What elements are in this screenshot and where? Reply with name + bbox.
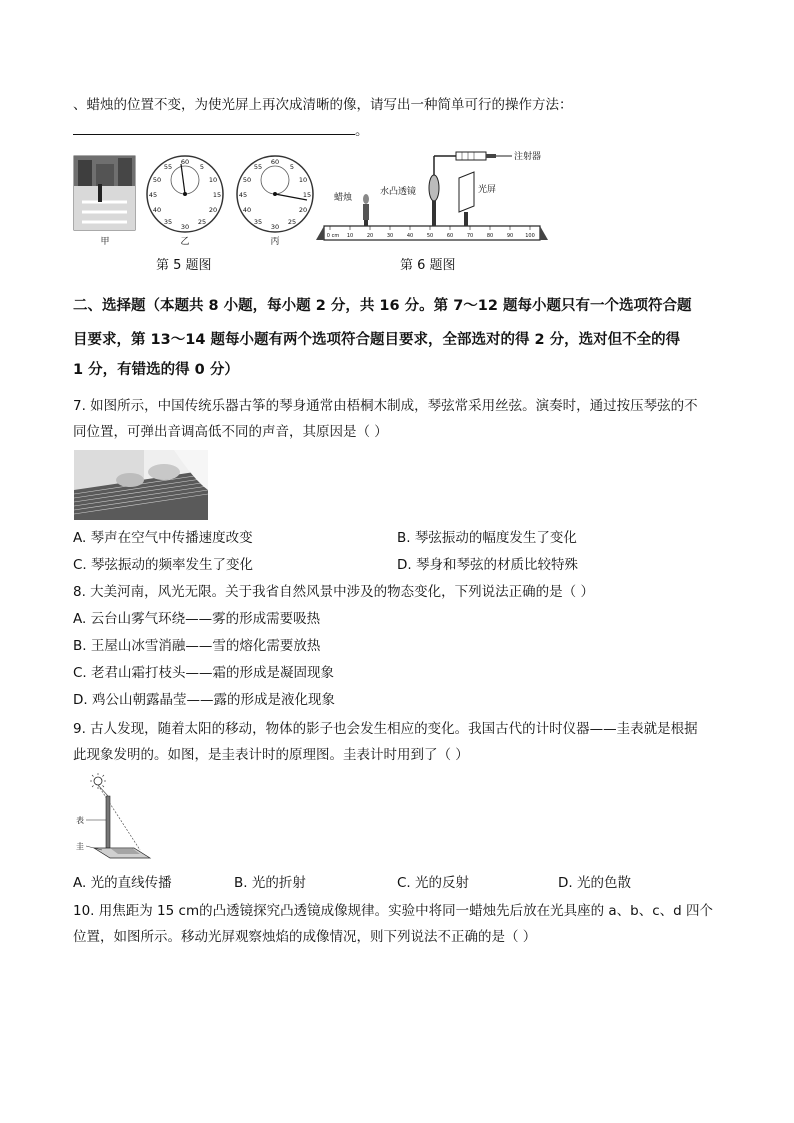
dial-c-number-35: 35 xyxy=(253,218,263,226)
dial-c-number-60: 60 xyxy=(270,158,280,166)
label-gui: 圭 xyxy=(76,842,84,851)
fig6-caption: 第 6 题图 xyxy=(400,258,456,273)
figure-6 xyxy=(316,148,556,248)
dial-c-number-30: 30 xyxy=(270,223,280,231)
q7-stem-line-1: 7. 如图所示，中国传统乐器古筝的琴身通常由梧桐木制成，琴弦常采用丝弦。演奏时，通过按压琴弦的不 xyxy=(73,398,698,414)
label-lens: 水凸透镜 xyxy=(380,187,417,197)
q9-option-c[interactable]: C. 光的反射 xyxy=(397,875,470,891)
q8-option-c[interactable]: C. 老君山霜打枝头——霜的形成是凝固现象 xyxy=(73,665,335,681)
q9-option-b[interactable]: B. 光的折射 xyxy=(234,875,306,891)
q9-stem-line-2: 此现象发明的。如图，是圭表计时的原理图。圭表计时用到了（ ） xyxy=(73,747,469,763)
dial-b-number-15: 15 xyxy=(212,191,222,199)
dial-b-number-40: 40 xyxy=(152,206,162,214)
dial-b-number-5: 5 xyxy=(199,163,205,171)
bench-tick-100: 100 xyxy=(525,233,535,239)
dial-c-number-45: 45 xyxy=(238,191,248,199)
q7-option-a[interactable]: A. 琴声在空气中传播速度改变 xyxy=(73,530,253,546)
water-lens xyxy=(429,156,456,226)
q9-option-d[interactable]: D. 光的色散 xyxy=(558,875,631,891)
q7-option-b[interactable]: B. 琴弦振动的幅度发生了变化 xyxy=(397,530,577,546)
q9-stem-line-1: 9. 古人发现，随着太阳的移动，物体的影子也会发生相应的变化。我国古代的计时仪器——圭表就是根据 xyxy=(73,721,698,737)
q7-option-d[interactable]: D. 琴身和琴弦的材质比较特殊 xyxy=(397,557,578,573)
dial-c-number-20: 20 xyxy=(298,206,308,214)
fig5-label-yi: 乙 xyxy=(180,237,190,247)
syringe xyxy=(456,152,512,160)
dial-c-number-50: 50 xyxy=(242,176,252,184)
dial-b-number-55: 55 xyxy=(163,163,173,171)
light-screen xyxy=(459,172,474,226)
bench-tick-60: 60 xyxy=(446,233,454,239)
fig5-label-bing: 丙 xyxy=(270,237,280,247)
intro-line-2-suffix: 。 xyxy=(355,123,369,139)
intro-line-1: 、蜡烛的位置不变，为使光屏上再次成清晰的像，请写出一种简单可行的操作方法： xyxy=(73,97,573,113)
guibiao-diagram xyxy=(74,772,164,864)
section2-line-3: 1 分，有错选的得 0 分） xyxy=(73,362,239,378)
dial-c-number-15: 15 xyxy=(302,191,312,199)
label-biao: 表 xyxy=(76,816,84,825)
bench-unit: 0 cm xyxy=(326,233,340,239)
section2-line-1: 二、选择题（本题共 8 小题，每小题 2 分，共 16 分。第 7～12 题每小题只有一个选项符合题 xyxy=(73,298,692,314)
dial-b-number-20: 20 xyxy=(208,206,218,214)
q10-stem-line-2: 位置，如图所示。移动光屏观察烛焰的成像情况，则下列说法不正确的是（ ） xyxy=(73,929,537,945)
guzheng-photo xyxy=(74,450,208,520)
dial-b-number-35: 35 xyxy=(163,218,173,226)
q10-stem-line-1: 10. 用焦距为 15 cm的凸透镜探究凸透镜成像规律。实验中将同一蜡烛先后放在光具座的 a、b、c、d 四个 xyxy=(73,903,714,919)
fig5-label-jia: 甲 xyxy=(100,237,110,247)
answer-blank[interactable] xyxy=(73,122,355,135)
fig5-photo xyxy=(74,156,135,230)
q7-option-c[interactable]: C. 琴弦振动的频率发生了变化 xyxy=(73,557,254,573)
section2-line-2: 目要求，第 13～14 题每小题有两个选项符合题目要求，全部选对的得 2 分，选对但不全的得 xyxy=(73,332,681,348)
sun-icon xyxy=(90,773,106,789)
figure-5 xyxy=(72,152,322,252)
bench-tick-70: 70 xyxy=(466,233,474,239)
bench-tick-30: 30 xyxy=(386,233,394,239)
q8-option-a[interactable]: A. 云台山雾气环绕——雾的形成需要吸热 xyxy=(73,611,321,627)
bench-tick-20: 20 xyxy=(366,233,374,239)
label-candle: 蜡烛 xyxy=(334,193,353,203)
dial-c-number-40: 40 xyxy=(242,206,252,214)
fig5-caption: 第 5 题图 xyxy=(156,258,212,273)
q8-stem: 8. 大美河南，风光无限。关于我省自然风景中涉及的物态变化，下列说法正确的是（ ） xyxy=(73,584,594,600)
intro-line-2 xyxy=(73,121,369,141)
q7-stem-line-2: 同位置，可弹出音调高低不同的声音，其原因是（ ） xyxy=(73,424,388,440)
dial-b-number-45: 45 xyxy=(148,191,158,199)
dial-c-number-5: 5 xyxy=(289,163,295,171)
dial-b-number-30: 30 xyxy=(180,223,190,231)
dial-b-number-25: 25 xyxy=(197,218,207,226)
fig5-stopwatch-b xyxy=(147,156,223,232)
q8-option-d[interactable]: D. 鸡公山朝露晶莹——露的形成是液化现象 xyxy=(73,692,335,708)
bench-tick-50: 50 xyxy=(426,233,434,239)
fig5-stopwatch-c xyxy=(237,156,313,232)
bench-tick-80: 80 xyxy=(486,233,494,239)
label-syringe: 注射器 xyxy=(514,152,542,162)
label-screen: 光屏 xyxy=(478,185,497,195)
dial-c-number-55: 55 xyxy=(253,163,263,171)
bench-tick-90: 90 xyxy=(506,233,514,239)
dial-b-number-50: 50 xyxy=(152,176,162,184)
dial-c-number-10: 10 xyxy=(298,176,308,184)
bench-tick-40: 40 xyxy=(406,233,414,239)
dial-b-number-10: 10 xyxy=(208,176,218,184)
candle xyxy=(363,194,369,226)
dial-b-number-60: 60 xyxy=(180,158,190,166)
q9-option-a[interactable]: A. 光的直线传播 xyxy=(73,875,172,891)
dial-c-number-25: 25 xyxy=(287,218,297,226)
bench-tick-10: 10 xyxy=(346,233,354,239)
q8-option-b[interactable]: B. 王屋山冰雪消融——雪的熔化需要放热 xyxy=(73,638,321,654)
